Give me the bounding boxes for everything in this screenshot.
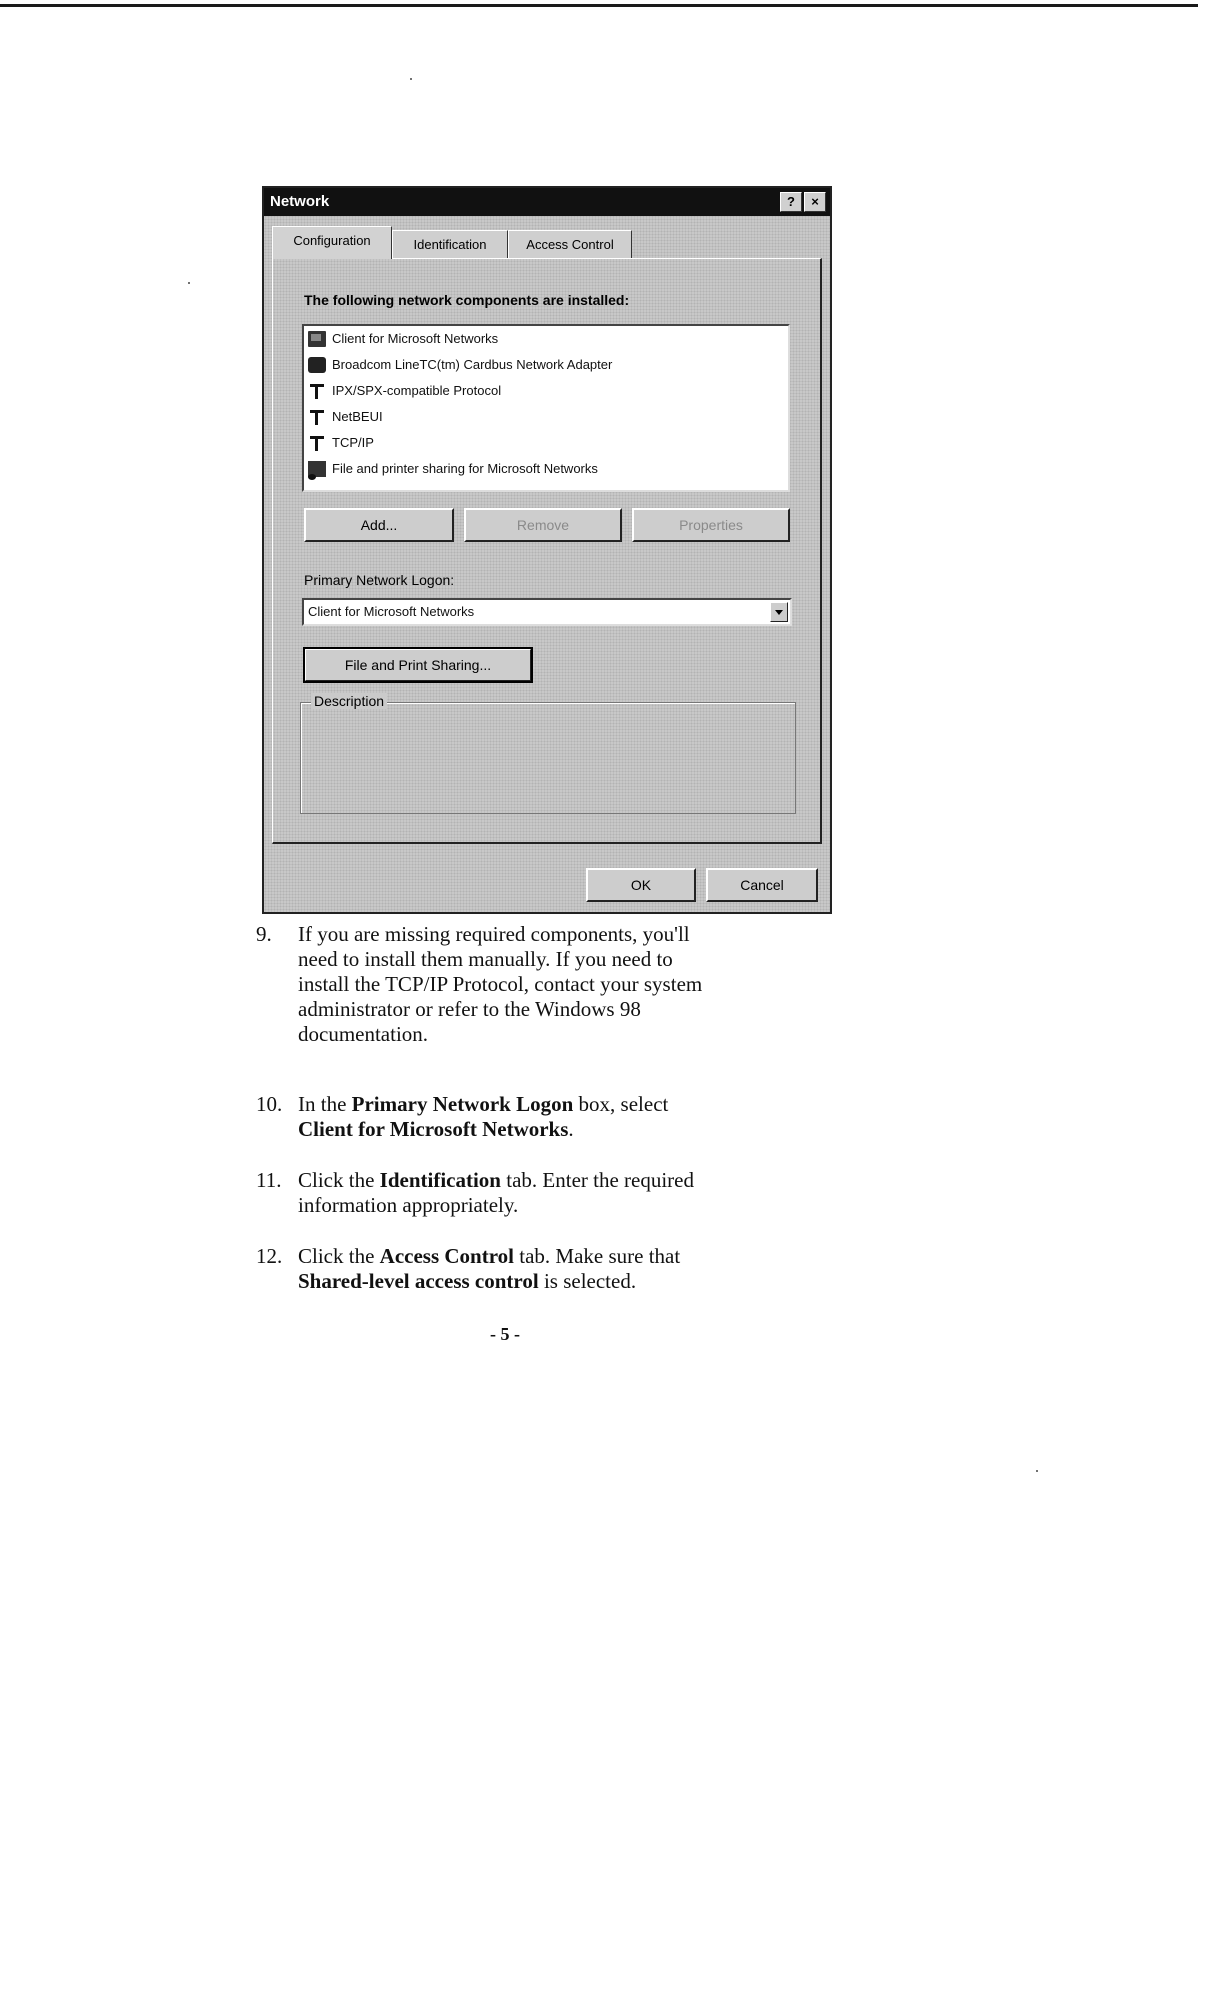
dialog-titlebar xyxy=(264,188,830,216)
components-list[interactable] xyxy=(302,324,790,492)
computer-icon xyxy=(308,331,326,347)
list-item[interactable]: Client for Microsoft Networks xyxy=(304,326,788,352)
top-rule xyxy=(0,4,1198,7)
step-line: Click the Access Control tab. Make sure that xyxy=(298,1244,681,1268)
properties-button[interactable]: Properties xyxy=(632,508,790,542)
close-button[interactable]: × xyxy=(804,192,826,212)
step-number: 12. xyxy=(256,1244,283,1268)
tab-identification[interactable]: Identification xyxy=(392,230,508,259)
step-number: 9. xyxy=(256,922,272,946)
list-item[interactable]: File and printer sharing for Microsoft Networks xyxy=(304,456,788,482)
tab-access-control[interactable]: Access Control xyxy=(508,230,632,259)
file-and-print-sharing-button[interactable]: File and Print Sharing... xyxy=(304,648,532,682)
network-dialog xyxy=(262,186,832,914)
protocol-icon xyxy=(308,383,326,399)
step-line: administrator or refer to the Windows 98 xyxy=(298,997,641,1021)
step-number: 11. xyxy=(256,1168,282,1192)
dialog-title: Network xyxy=(270,193,330,210)
step-line: install the TCP/IP Protocol, contact your system xyxy=(298,972,703,996)
protocol-icon xyxy=(308,409,326,425)
network-card-icon xyxy=(308,357,326,373)
chevron-down-icon[interactable] xyxy=(770,602,788,622)
step-line: In the Primary Network Logon box, select xyxy=(298,1092,669,1116)
remove-button[interactable]: Remove xyxy=(464,508,622,542)
tab-configuration[interactable]: Configuration xyxy=(272,226,392,259)
step-line: If you are missing required components, you'll xyxy=(298,922,690,946)
description-label: Description xyxy=(311,693,387,709)
cancel-button[interactable]: Cancel xyxy=(706,868,818,902)
description-group xyxy=(300,693,796,814)
list-item[interactable]: NetBEUI xyxy=(304,404,788,430)
scan-speck xyxy=(410,78,412,80)
step-line: need to install them manually. If you need to xyxy=(298,947,673,971)
scan-speck xyxy=(1036,1470,1038,1472)
primary-logon-select[interactable] xyxy=(302,598,792,626)
primary-logon-label: Primary Network Logon: xyxy=(304,572,455,588)
step-line: Shared-level access control is selected. xyxy=(298,1269,637,1293)
ok-button[interactable]: OK xyxy=(586,868,696,902)
components-label: The following network components are installed: xyxy=(304,292,630,308)
list-item[interactable]: IPX/SPX-compatible Protocol xyxy=(304,378,788,404)
protocol-icon xyxy=(308,435,326,451)
step-line: information appropriately. xyxy=(298,1193,519,1217)
help-button[interactable]: ? xyxy=(780,192,802,212)
primary-logon-value: Client for Microsoft Networks xyxy=(308,604,475,619)
step-line: documentation. xyxy=(298,1022,429,1046)
scan-speck xyxy=(188,282,190,284)
list-item[interactable]: TCP/IP xyxy=(304,430,788,456)
step-line: Click the Identification tab. Enter the required xyxy=(298,1168,694,1192)
add-button[interactable]: Add... xyxy=(304,508,454,542)
step-number: 10. xyxy=(256,1092,283,1116)
sharing-icon xyxy=(308,461,326,477)
page-number: - 5 - xyxy=(490,1324,520,1344)
step-line: Client for Microsoft Networks. xyxy=(298,1117,574,1141)
list-item[interactable]: Broadcom LineTC(tm) Cardbus Network Adapter xyxy=(304,352,788,378)
